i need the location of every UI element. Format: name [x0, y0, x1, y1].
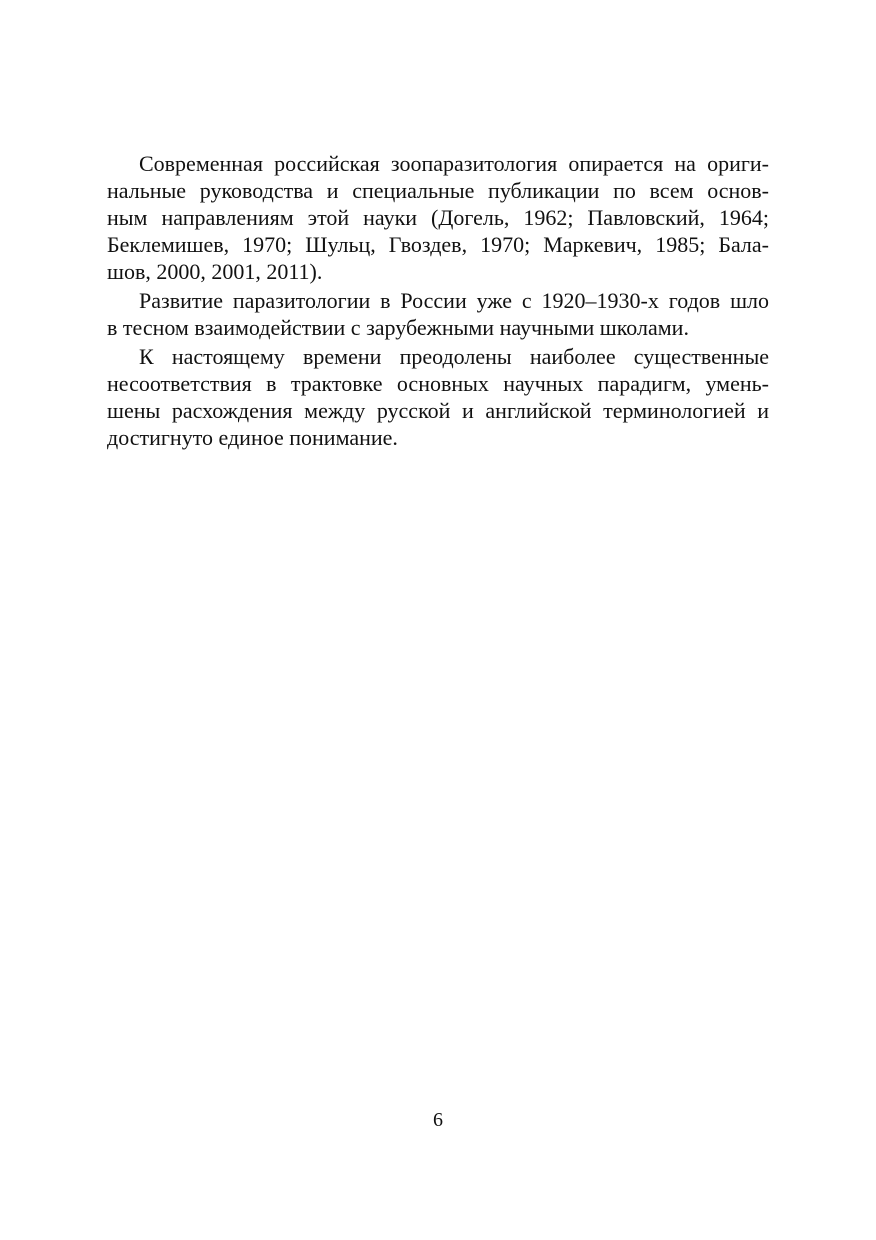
- text-line: Современная российская зоопаразитология опирается на ориги-: [139, 151, 769, 176]
- body-text: [107, 150, 769, 453]
- text-line: Беклемишев, 1970; Шульц, Гвоздев, 1970; Маркевич, 1985; Бала-: [107, 232, 769, 257]
- text-line: достигнуто единое понимание.: [107, 425, 398, 450]
- text-line: ным направлениям этой науки (Догель, 1962; Павловский, 1964;: [107, 205, 769, 230]
- paragraph-1: [107, 150, 769, 285]
- text-line: Развитие паразитологии в России уже с 1920–1930-х годов шло: [139, 288, 769, 313]
- page-number: 6: [433, 1109, 443, 1131]
- text-line: в тесном взаимодействии с зарубежными научными школами.: [107, 315, 689, 340]
- text-line: шов, 2000, 2001, 2011).: [107, 259, 323, 284]
- text-line: нальные руководства и специальные публикации по всем основ-: [107, 178, 769, 203]
- text-line: шены расхождения между русской и английской терминологией и: [107, 398, 769, 423]
- text-line: несоответствия в трактовке основных научных парадигм, умень-: [107, 371, 769, 396]
- text-line: К настоящему времени преодолены наиболее существенные: [139, 344, 769, 369]
- paragraph-3: [107, 343, 769, 451]
- paragraph-2: [107, 287, 769, 341]
